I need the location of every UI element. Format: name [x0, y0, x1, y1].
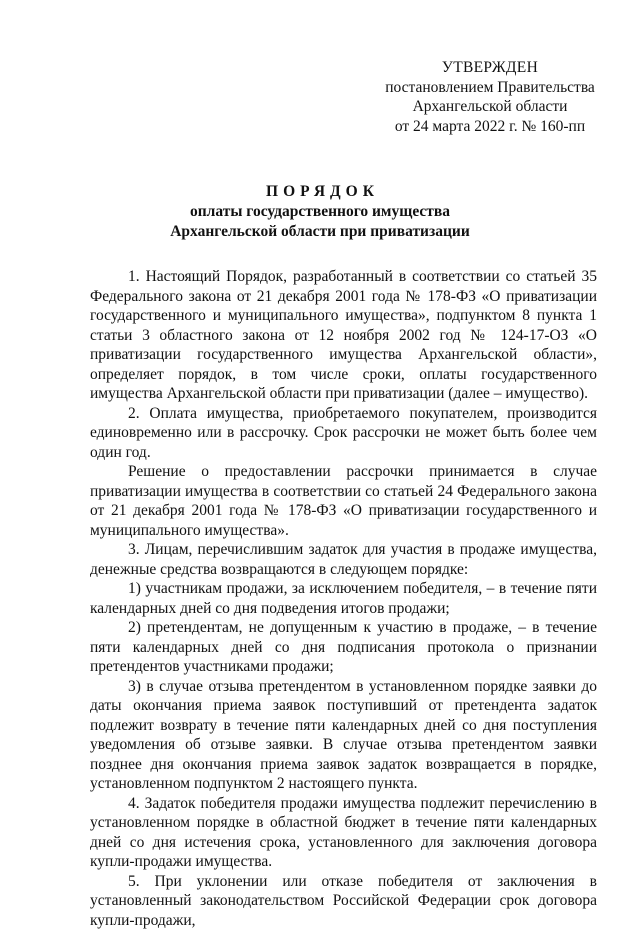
document-body	[90, 267, 597, 930]
document-title	[0, 182, 640, 242]
paragraph-2: 2. Оплата имущества, приобретаемого покупателем, производится единовременно или в рассрочку. Срок рассрочки не может быть более чем один год.	[90, 404, 597, 463]
paragraph-1: 1. Настоящий Порядок, разработанный в соответствии со статьей 35 Федерального закона от 21 декабря 2001 года № 178-ФЗ «О приватизации государственного и муниципального имущества», подпунктом 8 пункта 1 статьи 3 областного закона от 12 ноября 2002 год № 124-17-ОЗ «О приватизации государственного имущества Архангельской области», определяет порядок, в том числе сроки, оплаты государственного имущества Архангельской области при приватизации (далее – имущество).	[90, 267, 597, 404]
approval-line-1: постановлением Правительства	[380, 78, 600, 98]
approval-stamp	[380, 58, 600, 136]
approval-line-2: Архангельской области	[380, 97, 600, 117]
paragraph-2-installment: Решение о предоставлении рассрочки принимается в случае приватизации имущества в соответствии со статьей 24 Федерального закона от 21 декабря 2001 года № 178-ФЗ «О приватизации государственного и муниципального имущества».	[90, 462, 597, 540]
document-subtitle-1: оплаты государственного имущества	[0, 202, 640, 222]
paragraph-3-item-1: 1) участникам продажи, за исключением победителя, – в течение пяти календарных дней со дня подведения итогов продажи;	[90, 579, 597, 618]
approval-heading: УТВЕРЖДЕН	[380, 58, 600, 78]
approval-line-3: от 24 марта 2022 г. № 160-пп	[380, 117, 600, 137]
document-heading: ПОРЯДОК	[0, 182, 640, 202]
paragraph-4: 4. Задаток победителя продажи имущества подлежит перечислению в установленном порядке в областной бюджет в течение пяти календарных дней со дня истечения срока, установленного для заключения договора купли-продажи имущества.	[90, 794, 597, 872]
paragraph-3: 3. Лицам, перечислившим задаток для участия в продаже имущества, денежные средства возвращаются в следующем порядке:	[90, 540, 597, 579]
paragraph-5: 5. При уклонении или отказе победителя от заключения в установленный законодательством Российской Федерации срок договора купли-продажи,	[90, 872, 597, 930]
paragraph-3-item-2: 2) претендентам, не допущенным к участию в продаже, – в течение пяти календарных дней со дня подписания протокола о признании претендентов участниками продажи;	[90, 618, 597, 677]
document-subtitle-2: Архангельской области при приватизации	[0, 222, 640, 242]
paragraph-3-item-3: 3) в случае отзыва претендентом в установленном порядке заявки до даты окончания приема заявок поступивший от претендента задаток подлежит возврату в течение пяти календарных дней со дня поступления уведомления об отзыве заявки. В случае отзыва претендентом заявки позднее дня окончания приема заявок задаток возвращается в порядке, установленном подпунктом 2 настоящего пункта.	[90, 677, 597, 794]
